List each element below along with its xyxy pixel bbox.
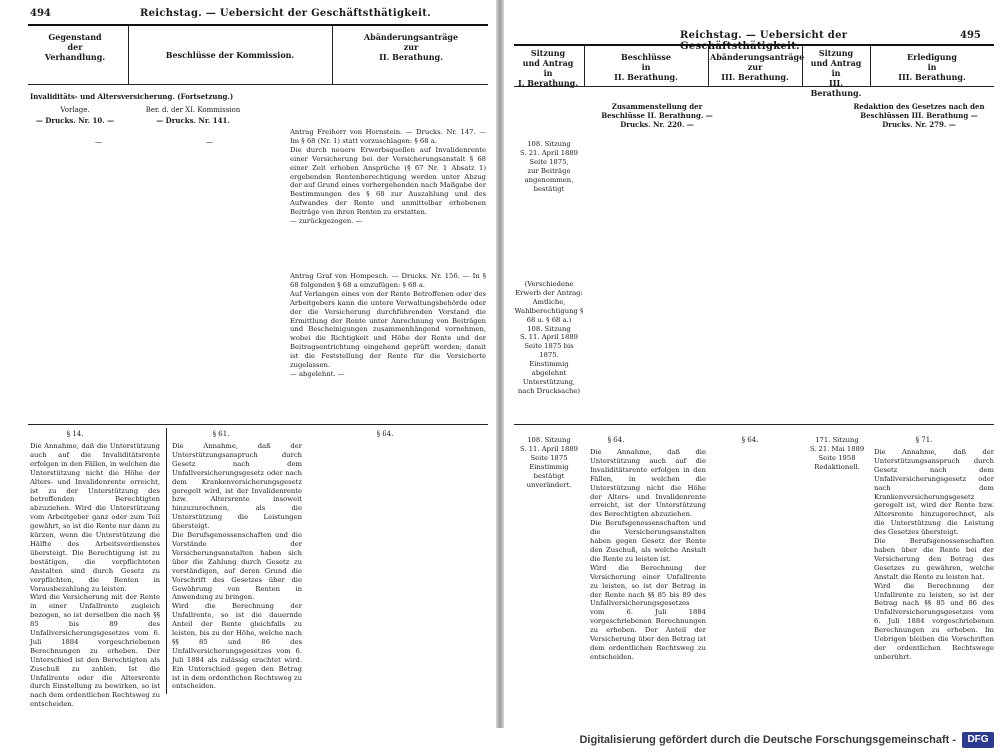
- header-rule-top: [514, 44, 994, 46]
- sitzung-entry-2: (Verschiedene Erwerb der Antrag: Amtliche, Wahlberechtigung § 68 u. § 68 a.) 108. Sitzung S. 11. April 1889 Seite 1875 bis 1875. Einstimmig abgelehnt Unterstützung, nach Drucksache): [514, 280, 584, 395]
- antrag-hornstein: Antrag Freiherr von Hornstein. — Drucks. Nr. 147. — Im § 68 (Nr. 1) statt vorzuschlagen: § 68 a. Die durch neuere Erwerbsquellen auf Invalidenrente einer Versicherung bei der Versicherungsanstalt § 68 einer Zeit erhoben Ansprüche (§ 67 Nr. 1 Absatz 1) ergebenden Rentenberechtigung werden unter Abzug der auf Grund eines vorhergehenden nach Maßgabe der Bestimmungen des § 68 zur Auszahlung und des Aufwandes der Rente und unmittelbar erhobenen Beiträge von ihren Renten zu erstatten. — zurückgezogen. —: [290, 128, 486, 226]
- col-header-sitzung-3: [804, 48, 868, 98]
- col-header-line: II. Berathung.: [379, 52, 443, 62]
- header-divider: [332, 26, 333, 84]
- col-header-line: in: [543, 68, 553, 78]
- col-header-line: Verhandlung.: [44, 52, 106, 62]
- sitzung-entry-4: 171. Sitzung S. 21. Mai 1889 Seite 1958 Redaktionell.: [809, 436, 865, 471]
- section-rule: [28, 424, 488, 425]
- para-heading: § 64.: [741, 436, 759, 444]
- col-header-line: und Antrag: [522, 58, 574, 68]
- header-divider: [708, 46, 709, 86]
- section-title: Invaliditäts- und Altersversicherung. (Fortsetzung.): [30, 92, 234, 101]
- col-header-line: III. Berathung.: [810, 78, 862, 98]
- col-header-line: II. Berathung.: [614, 72, 678, 82]
- text-column-beschluesse: Die Annahme, daß die Unterstützung auch auf die Invaliditätsrente erfolgen in den Fällen, in welchen die Unterstützung nicht die Höhe der Alters- und Invalidenrente erreicht, ist der Unterstützung des Berechtigten abzuziehen. Die Berufsgenossenschaften und die Versicherungsanstalten haben gegen Gesetz der Rente den Zuschuß, als welche Anstalt die Rente zu leisten ist. Wird die Berechnung der Versicherung einer Unfallrente zu leisten, so ist der Betrag in der Rente nach §§ 85 bis 89 des Unfallversicherungsgesetzes vom 6. Juli 1884 vorgeschriebenen Berechnungen zu erheben. Der Anteil der Versicherung über den Betrag ist dem ordentlichen Rechtsweg zu entscheiden.: [590, 448, 706, 661]
- antrag-hompesch: Antrag Graf von Hompesch. — Drucks. Nr. 156. — In § 68 folgenden § 68 a einzufügen: § 68 a. Auf Verlangen eines von der Rente Betroffenen oder des Arbeitgebers kann die untere Verwaltungsbehörde oder der die Versicherung durchführenden Vorstand die Ermittlung der Rente unter Anrechnung von Beiträgen und Bescheinigungen zusammenhängend vornehmen, wobei die Richtigkeit und Höhe der Rente und der Beitragsentrichtung eingehend geprüft werden; damit ist die Feststellung der Rente für die Versicherte zugelassen. — abgelehnt. —: [290, 272, 486, 378]
- header-rule-bottom: [28, 84, 488, 85]
- vorlage-ref: — Drucks. Nr. 10. —: [35, 116, 115, 125]
- text-column-kommission: Die Annahme, daß der Unterstützungsanspruch durch Gesetz nach dem Unfallversicherungsgesetz oder nach dem Krankenversicherungsgesetz geregelt wird, ist der Invalidenrente bzw. Altersrente insoweit hinzuzurechnen, als die Unterstützung die Leistungen übersteigt. Die Berufsgenossenschaften und die Vorstände der Versicherungsanstalten haben sich über die Zahlung durch Gesetz zu verständigen, auf deren Grund die Vorschrift des Gesetzes über die Gewährung von Renten in Anwendung zu bringen. Wird die Berechnung der Unfallrente, so ist die dauernde Anteil der Rente gleichfalls zu leisten, bis zu der Höhe, welche nach §§ 85 und 86 des Unfallversicherungsgesetzes vom 6. Juli 1884 als zulässig erachtet wird. Ein Unterschied gegen den Betrag ist in dem ordentlichen Rechtsweg zu entscheiden.: [172, 442, 303, 691]
- header-rule-top: [28, 24, 488, 26]
- col-header-line: Sitzung: [818, 48, 854, 58]
- right-page: [504, 0, 1000, 728]
- col-header-line: I. Berathung.: [517, 78, 579, 88]
- para-heading: § 14.: [66, 430, 84, 438]
- text-column-vorlage: Die Annahme, daß die Unterstützung auch auf die Invaliditätsrente erfolgen in den Fällen, in welchen die Unterstützung nicht die Höhe der Alters- und Invalidenrente erreicht, ist zu der Unterstützung des betreffenden Berechtigten abzuziehen. Wird die Unterstützung vom Arbeitgeber ganz oder zum Teil gewährt, so ist die Rente nur dann zu kürzen, wenn die Unterstützung die Hälfte des Arbeitsverdienstes übersteigt. Die Berechtigung ist zu bestätigen, die verpflichteten Anstalten sind durch Gesetz zu verpflichten, die Renten in Vorausbezahlung zu leisten. Wird die Versicherung mit der Rente in einer Unfallrente zugleich bezogen, so ist derselben die nach §§ 85 bis 89 des Unfallversicherungsgesetzes vom 6. Juli 1884 vorgeschriebenen Berechnungen zu erheben. Der Unterschied ist den Berechtigten als Zuschuß zu zahlen. Ist die Unfallrente oder die Altersrente durch Einstellung zu bewirken, so ist nach dem ordentlichen Rechtsweg zu entscheiden.: [30, 442, 160, 709]
- col-header-line: Beschlüsse der Kommission.: [165, 50, 295, 60]
- sitzung-entry-3: 108. Sitzung S. 11. April 1889 Seite 1875 Einstimmig bestätigt unverändert.: [519, 436, 579, 489]
- col-header-kommission: [130, 50, 330, 60]
- col-header-line: in: [831, 68, 841, 78]
- col-header-line: und Antrag: [810, 58, 862, 68]
- para-heading: § 61.: [212, 430, 230, 438]
- para-heading: § 64.: [607, 436, 625, 444]
- para-heading: § 71.: [915, 436, 933, 444]
- col-header-line: Abänderungsanträge: [710, 52, 805, 62]
- kommission-ref-label: Ber. d. der XI. Kommission: [145, 106, 241, 114]
- col-header-erledigung: [872, 52, 992, 82]
- col-header-line: der: [67, 42, 83, 52]
- col-header-abaenderung: [336, 32, 486, 62]
- col-header-abaenderung-3: [710, 52, 805, 82]
- header-divider: [584, 46, 585, 86]
- header-divider: [128, 26, 129, 84]
- col-header-line: Gegenstand: [48, 32, 102, 42]
- kommission-ref: — Drucks. Nr. 141.: [156, 116, 230, 125]
- column-divider: [166, 428, 167, 694]
- para-heading: § 64.: [376, 430, 394, 438]
- dash-marker: —: [206, 138, 213, 146]
- footer-credit: Digitalisierung gefördert durch die Deutsche Forschungsgemeinschaft -: [579, 734, 956, 746]
- col-header-sitzung-1: [514, 48, 582, 88]
- col-header-line: Abänderungsanträge: [363, 32, 459, 42]
- col-header-beschluesse: [586, 52, 706, 82]
- col-header-line: Beschlüsse: [621, 52, 671, 62]
- header-divider: [870, 46, 871, 86]
- section-rule: [514, 424, 994, 425]
- left-page: [0, 0, 496, 728]
- running-head-right: Reichstag. — Uebersicht der Geschäftsthätigkeit.: [680, 30, 848, 52]
- footer-bar: [0, 728, 1000, 752]
- col-header-line: zur: [747, 62, 763, 72]
- dash-marker: —: [95, 138, 102, 146]
- dfg-logo: DFG: [962, 732, 994, 748]
- running-head-left: Reichstag. — Uebersicht der Geschäftsthätigkeit.: [140, 8, 431, 19]
- col-header-line: in: [641, 62, 651, 72]
- vorlage-label: Vorlage.: [60, 106, 90, 114]
- text-column-erledigung: Die Annahme, daß der Unterstützungsanspruch durch Gesetz nach dem Unfallversicherungsgesetz oder nach dem Krankenversicherungsgesetz geregelt ist, wird der Rente bzw. Altersrente hinzugerechnet, als die Unterstützung die Leistung des Gesetzes übersteigt. Die Berufsgenossenschaften haben über die Rente bei der Versicherung den Betrag des Gesetzes zu gewähren, welche Anstalt die Rente zu leisten hat. Wird die Berechnung der Unfallrente zu leisten, so ist der Betrag nach §§ 85 und 86 des Unfallversicherungsgesetzes vom 6. Juli 1884 vorgeschriebenen Berechnungen zu erheben. Im Uebrigen bleiben die Vorschriften der ordentlichen Rechtswege unberührt.: [874, 448, 994, 661]
- col-header-line: III. Berathung.: [898, 72, 966, 82]
- zusammenstellung-ref: Zusammenstellung der Beschlüsse II. Berathung. — Drucks. Nr. 220. —: [601, 102, 713, 129]
- header-divider: [802, 46, 803, 86]
- col-header-line: Sitzung: [530, 48, 566, 58]
- col-header-line: Erledigung: [907, 52, 957, 62]
- redaktion-ref: Redaktion des Gesetzes nach den Beschlüssen III. Berathung — Drucks. Nr. 279. —: [853, 102, 985, 129]
- page-number-right: 495: [960, 30, 981, 41]
- col-header-line: zur: [403, 42, 419, 52]
- col-header-line: in: [927, 62, 937, 72]
- page-number-left: 494: [30, 8, 51, 19]
- book-gutter: [496, 0, 504, 728]
- header-rule-bottom: [514, 86, 994, 87]
- col-header-gegenstand: [30, 32, 120, 62]
- col-header-line: III. Berathung.: [721, 72, 789, 82]
- sitzung-entry-1: 108. Sitzung S. 21. April 1889 Seite 1875, zur Beiträge angenommen, bestätigt: [519, 140, 579, 193]
